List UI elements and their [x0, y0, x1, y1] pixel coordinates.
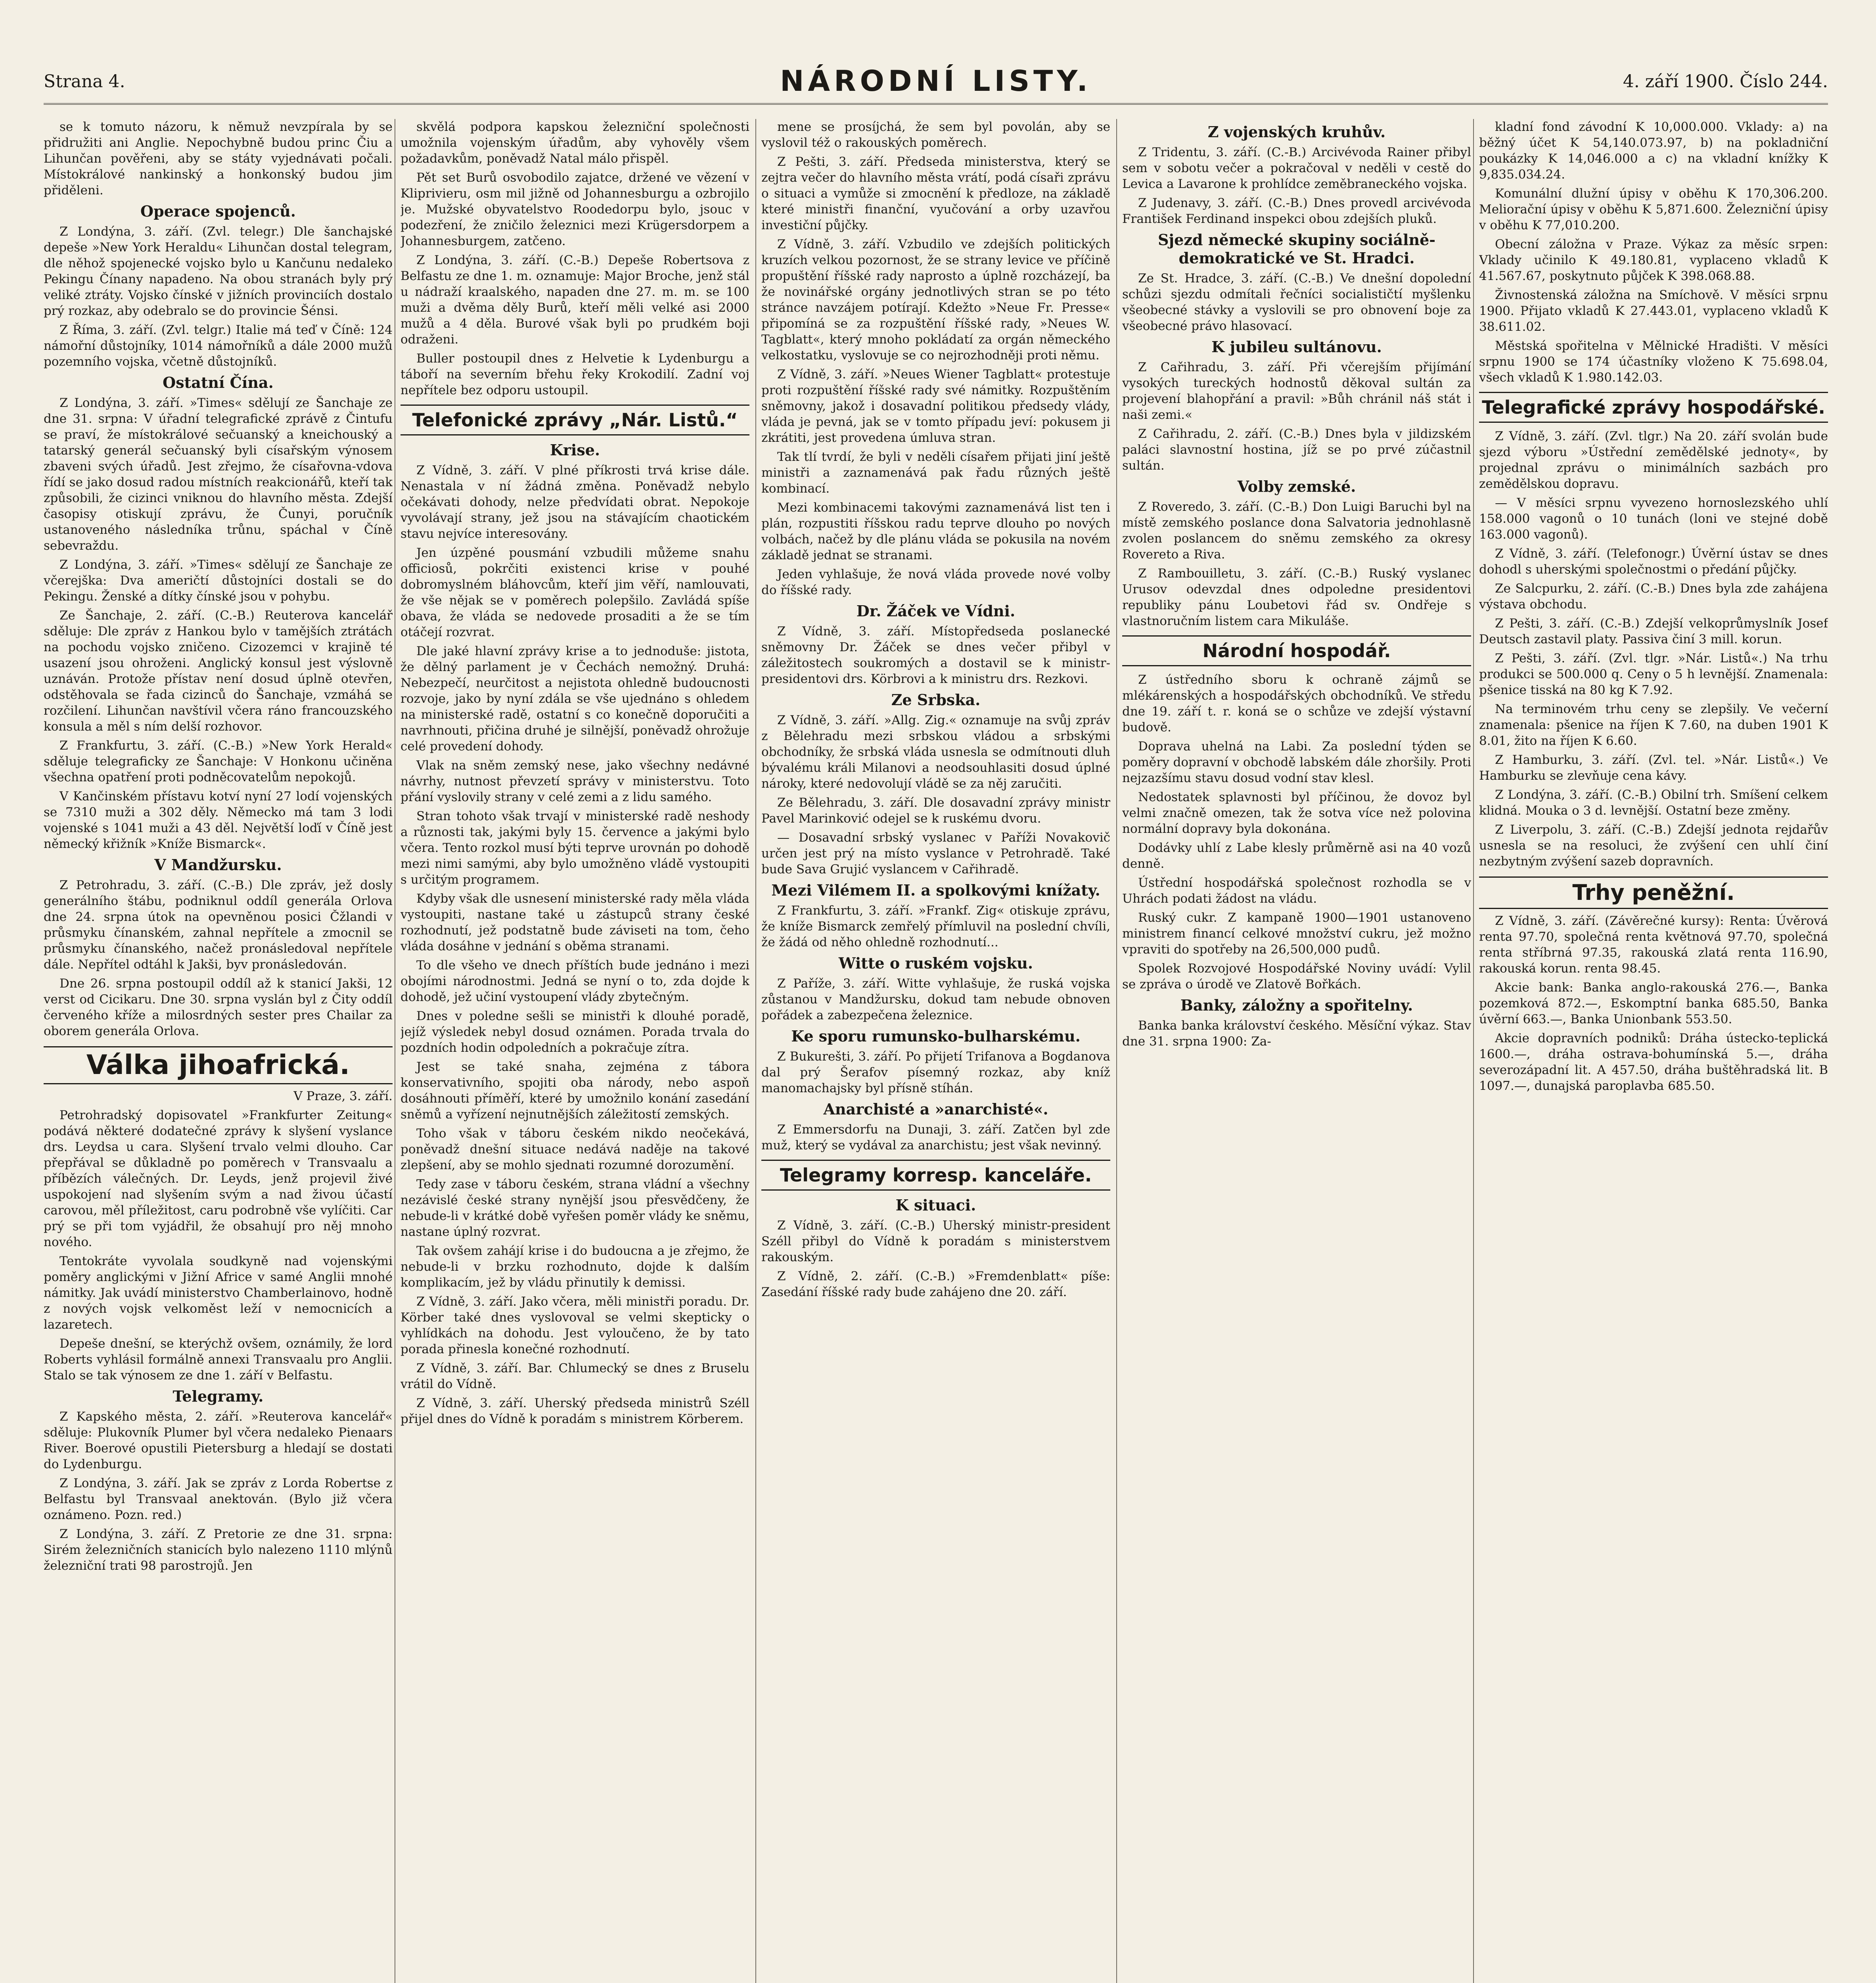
paragraph: Dnes v poledne sešli se ministři k dlouhé poradě, jejíž výsledek nebyl dosud oznámen. Porada trvala do pozdních hodin odpoledních a pokračuje zítra.: [400, 1009, 749, 1055]
column-divider: [755, 119, 756, 1983]
paragraph: Z Pešti, 3. září. Předseda ministerstva, který se zejtra večer do hlavního města vrátí, podá císaři zprávu o situaci a vymůže si zmocnění k předloze, na základě které ministři finanční, vyučování a orby uzavřou investiční půjčky.: [761, 155, 1110, 232]
paragraph: To dle všeho ve dnech příštích bude jednáno i mezi obojími národnostmi. Jedná se nyní o to, zda dojde k dohodě, jež učiní vystoupení vlády zbytečným.: [400, 958, 749, 1004]
paragraph: Mezi kombinacemi takovými zaznamenává list ten i plán, rozpustiti říšskou radu teprve dlouho po nových volbách, načež by dle plánu vláda se pokusila na novém základě jednat se stranami.: [761, 501, 1110, 562]
paragraph: Dodávky uhlí z Labe klesly průměrně asi na 40 vozů denně.: [1122, 841, 1471, 871]
column-5: [1479, 119, 1828, 1983]
issue-date: 4. září 1900. Číslo 244.: [1623, 71, 1828, 92]
section-heading: Banky, záložny a spořitelny.: [1180, 996, 1413, 1014]
paragraph: Jest se také snaha, zejména z tábora konservativního, spojiti oba národy, nebo aspoň dosáhnouti příměří, které by umožnilo konání zasedání sněmů a vyřízení nejnutnějších záležitostí zemských.: [400, 1060, 749, 1122]
paragraph: Depeše dnešní, se kterýchž ovšem, oznámily, že lord Roberts vyhlásil formálně annexi Transvaalu pro Anglii. Stalo se tak výnosem ze dne 1. září v Belfastu.: [44, 1337, 393, 1383]
paragraph: Z Pešti, 3. září. (C.-B.) Zdejší velkoprůmyslník Josef Deutsch zastavil platy. Passiva činí 3 mill. korun.: [1479, 616, 1828, 646]
section-heading: Telegramy.: [172, 1387, 264, 1405]
paragraph: — V měsíci srpnu vyvezeno hornoslezského uhlí 158.000 vagonů o 10 tunách (loni ve stejné době 163.000 vagonů).: [1479, 496, 1828, 542]
paragraph: Z Frankfurtu, 3. září. »Frankf. Zig« otiskuje zprávu, že kníže Bismarck zemřelý přímluvil na poslední chvíli, že žádá od něho ohledně rozhodnutí...: [761, 903, 1110, 949]
paragraph: Z Vídně, 2. září. (C.-B.) »Fremdenblatt« píše: Zasedání říšské rady bude zahájeno dne 20. září.: [761, 1269, 1110, 1299]
paragraph: Z Roveredo, 3. září. (C.-B.) Don Luigi Baruchi byl na místě zemského poslance dona Salvatoria jednohlasně zvolen poslancem do sněmu zemského za okresy Rovereto a Riva.: [1122, 500, 1471, 562]
section-heading: Dr. Žáček ve Vídni.: [856, 602, 1016, 620]
paragraph: Městská spořitelna v Mělnické Hradišti. V měsíci srpnu 1900 se 174 účastníky vloženo K 75.698.04, všech vkladů K 1.980.142.03.: [1479, 339, 1828, 385]
section-heading: K situaci.: [895, 1196, 976, 1214]
paragraph: Ze Bělehradu, 3. září. Dle dosavadní zprávy ministr Pavel Marinković odejel se k ruskému dvoru.: [761, 796, 1110, 826]
section-banner: Telegramy korresp. kanceláře.: [761, 1160, 1110, 1191]
paragraph: Na terminovém trhu ceny se zlepšily. Ve večerní znamenala: pšenice na říjen K 7.60, na duben 1901 K 8.01, žito na říjen K 6.60.: [1479, 702, 1828, 748]
paragraph: Ruský cukr. Z kampaně 1900—1901 ustanoveno ministrem financí celkové množství cukru, jež možno vpraviti do spotřeby na 26,500,000 pudů.: [1122, 911, 1471, 957]
paragraph: Z Londýna, 3. září. Z Pretorie ze dne 31. srpna: Sirém železničních stanicích bylo nalezeno 1110 mlýnů železniční trati 98 parostrojů. Jen: [44, 1527, 393, 1573]
paragraph: Z Londýna, 3. září. »Times« sdělují ze Šanchaje ze dne 31. srpna: V úřadní telegrafické zprávě z Čintufu se praví, že místokrálové sečuanský a kneichouský a tatarský generál sečuanský byli císařským výnosem zbaveni svých úřadů. Jest zřejmo, že císařovna-vdova řídí se jako dosud radou místních reakcionářů, kteří tak způsobili, že cizinci vniknou do hlavního města. Zdejší časopisy otiskují zprávu, že Čunyi, poručník ustanoveného následníka trůnu, spáchal v Číně sebevraždu.: [44, 396, 393, 553]
section-heading: K jubileu sultánovu.: [1211, 338, 1382, 356]
paragraph: Ze Salcpurku, 2. září. (C.-B.) Dnes byla zde zahájena výstava obchodu.: [1479, 581, 1828, 612]
paragraph: Vlak na sněm zemský nese, jako všechny nedávné návrhy, nutnost převzetí správy v ministerstvu. Toto přání vyslovily strany v celé zemi a z lidu samého.: [400, 758, 749, 804]
paragraph: Z Londýna, 3. září. Jak se zpráv z Lorda Robertse z Belfastu byl Transvaal anektován. (Bylo již včera oznámeno. Pozn. red.): [44, 1476, 393, 1522]
paragraph: Z ústředního sboru k ochraně zájmů se mlékárenských a hospodářských obchodníků. Ve středu dne 19. září t. r. koná se o schůze ve zdejší výstavní budově.: [1122, 673, 1471, 735]
section-heading: Witte o ruském vojsku.: [838, 954, 1033, 972]
paragraph: Z Londýna, 3. září. »Times« sdělují ze Šanchaje ze včerejška: Dva američtí důstojníci dostali se do Pekingu. Ženské a dítky čínské jsou v pohybu.: [44, 558, 393, 604]
paragraph: Z Paříže, 3. září. Witte vyhlašuje, že ruská vojska zůstanou v Mandžursku, dokud tam nebude obnoven pořádek a zabezpečena železnice.: [761, 976, 1110, 1022]
section-heading: Operace spojenců.: [140, 202, 296, 220]
paragraph: Z Říma, 3. září. (Zvl. telgr.) Italie má teď v Číně: 124 námořní důstojníky, 1014 námořníků a dále 2000 mužů pozemního vojska, včetně důstojníků.: [44, 323, 393, 369]
paragraph: Petrohradský dopisovatel »Frankfurter Zeitung« podává některé dodatečné zprávy k slyšení vyslance drs. Leydsa u cara. Slyšení trvalo velmi dlouho. Car přepřával se důkladně po poměrech v Transvaalu a příbězích válečných. Dr. Leyds, jenž projevil živé uspokojení nad slyšením svým a nad živou účastí carovou, měl příležitost, caru podrobně vše vylíčiti. Car prý se při tom vyjádřil, že obsahují pro něj mnoho nového.: [44, 1108, 393, 1249]
section-heading: V Mandžursku.: [154, 856, 282, 874]
page-number: Strana 4.: [44, 71, 125, 92]
masthead-title: NÁRODNÍ LISTY.: [780, 64, 1092, 98]
section-heading: Trhy peněžní.: [1479, 876, 1828, 909]
paragraph: Z Vídně, 3. září. (Závěrečné kursy): Renta: Úvěrová renta 97.70, společná renta květnová 97.70, společná renta stříbrná 97.35, rakouská zlatá renta 116.90, rakouská korun. renta 98.45.: [1479, 914, 1828, 976]
section-banner: Telegrafické zprávy hospodářské.: [1479, 392, 1828, 423]
section-banner: Telefonické zprávy „Nár. Listů.“: [400, 405, 749, 435]
paragraph: Komunální dlužní úpisy v oběhu K 170,306.200. Meliorační úpisy v oběhu K 5,871.600. Železniční úpisy v oběhu K 77,010.200.: [1479, 186, 1828, 232]
paragraph: Z Vídně, 3. září. »Neues Wiener Tagblatt« protestuje proti rozpuštění říšské rady své námitky. Rozpuštěním sněmovny, jakož i dosavadní politikou předsedy vlády, vláda je pevná, jak se v tomto případu jeví: pokusem ji zkrátiti, jest provedena úmluva stran.: [761, 367, 1110, 445]
paragraph: Ústřední hospodářská společnost rozhodla se v Uhrách podati žádost na vládu.: [1122, 876, 1471, 906]
paragraph: Tak ovšem zahájí krise i do budoucna a je zřejmo, že nebude-li v brzku rozhodnuto, dojde k dalším komplikacím, jež by vládu přinutily k demissi.: [400, 1244, 749, 1290]
paragraph: Doprava uhelná na Labi. Za poslední týden se poměry dopravní v obchodě labském dále zhoršily. Proti nejzazšímu stavu dosud vodní stav klesl.: [1122, 739, 1471, 785]
paragraph: Z Bukurešti, 3. září. Po přijetí Trifanova a Bogdanova dal prý Šerafov písemný rozkaz, aby kníž manomachajsky byl přísně stíhán.: [761, 1049, 1110, 1095]
paragraph: Z Vídně, 3. září. (Zvl. tlgr.) Na 20. září svolán bude sjezd výboru »Ústřední zemědělské jednoty«, by projednal zprávu o minimálních sazbách pro zemědělskou dopravu.: [1479, 429, 1828, 491]
paragraph: Banka banka království českého. Měsíční výkaz. Stav dne 31. srpna 1900: Za-: [1122, 1018, 1471, 1049]
paragraph: Tedy zase v táboru českém, strana vládní a všechny nezávislé české strany nynější jsou přesvědčeny, že nebude-li v krátké době vyřešen poměr vlády ke sněmu, nastane úplný rozvrat.: [400, 1177, 749, 1239]
paragraph: Kdyby však dle usnesení ministerské rady měla vláda vystoupiti, nastane také u zástupců strany české rozhodnutí, jež podstatně bude záviseti na tom, čeho vláda dosáhne v jednání s oběma stranami.: [400, 892, 749, 953]
paragraph: Z Vídně, 3. září. (C.-B.) Uherský ministr-president Széll přibyl do Vídně k poradám s ministerstvem rakouským.: [761, 1218, 1110, 1264]
column-2: [400, 119, 749, 1983]
paragraph: Z Vídně, 3. září. V plné příkrosti trvá krise dále. Nenastala v ní žádná změna. Poněvadž nebylo očekávati dohody, nelze předvídati obrat. Nepokoje vyvolávají strany, jež jsou na stávajícím chaotickém stavu nejvíce interesovány.: [400, 463, 749, 541]
paragraph: Z Cařihradu, 2. září. (C.-B.) Dnes byla v jildizském paláci slavnostní hostina, jíž se po prvé zúčastnil sultán.: [1122, 427, 1471, 473]
paragraph: V Kančinském přístavu kotví nyní 27 lodí vojenských se 7310 muži a 302 děly. Německo má tam 3 lodi vojenské s 1041 muži a 43 děl. Největší loďí v Číně jest německý křižník »Kníže Bismarck«.: [44, 789, 393, 851]
column-1: [44, 119, 393, 1983]
paragraph: Z Judenavy, 3. září. (C.-B.) Dnes provedl arcivévoda František Ferdinand inspekci obou zdejších pluků.: [1122, 196, 1471, 226]
paragraph: Jen úzpěné pousmání vzbudili můžeme snahu officiosů, pokrčiti existenci krise v pouhé dobromyslném bláhovcům, kteří jim věří, namlouvati, že vše nějak se v poměrech polepšilo. Zavládá spíše obava, že vláda se nedovede prosaditi a že se tím otáčejí rozvrat.: [400, 546, 749, 639]
paragraph: Z Londýna, 3. září. (Zvl. telegr.) Dle šanchajské depeše »New York Heraldu« Lihunčan dostal telegram, dle něhož spojenecké vojsko bylo u Kančunu nedaleko Pekingu Čínany napadeno. Na obou stranách byly prý veliké ztráty. Vojsko čínské v jižních provinciích dostalo prý rozkaz, aby odebralo se do provincie Šénsi.: [44, 224, 393, 318]
paragraph: Z Tridentu, 3. září. (C.-B.) Arcivévoda Rainer přibyl sem v sobotu večer a pokračoval v neděli v cestě do Levica a Lavarone k prohlídce zeměbraneckého vojska.: [1122, 145, 1471, 191]
paragraph: Živnostenská záložna na Smíchově. V měsíci srpnu 1900. Přijato vkladů K 27.443.01, vyplaceno vkladů K 38.611.02.: [1479, 288, 1828, 334]
paragraph: Z Frankfurtu, 3. září. (C.-B.) »New York Herald« sděluje telegraficky ze Šanchaje: V Honkonu učiněna všechna opatření proti podněcovatelům nepokojů.: [44, 738, 393, 784]
paragraph: Obecní záložna v Praze. Výkaz za měsíc srpen: Vklady učinilo K 49.180.81, vyplaceno vkladů K 41.567.67, poskytnuto půjček K 398.068.88.: [1479, 237, 1828, 283]
paragraph: Z Vídně, 3. září. Jako včera, měli ministři poradu. Dr. Körber také dnes vyslovoval se velmi skepticky o vyhlídkách na dohodu. Jest vyloučeno, že by tato porada přinesla konečné rozhodnutí.: [400, 1295, 749, 1356]
paragraph: se k tomuto názoru, k němuž nevzpírala by se přidružiti ani Anglie. Nepochybně budou princ Čiu a Lihunčan pověřeni, aby se státy vyjednávati počali. Místokrálové nankinský a honkonský budou jim přiděleni.: [44, 120, 393, 198]
paragraph: Z Londýna, 3. září. (C.-B.) Depeše Robertsova z Belfastu ze dne 1. m. oznamuje: Major Broche, jenž stál u nádraží kraalského, napaden dne 27. m. m. se 100 muži a dvěma děly Burů, kteří měli velké asi 2000 mužů a 4 děla. Burové však byli po prudkém boji odraženi.: [400, 253, 749, 347]
paragraph: Z Vídně, 3. září. (Telefonogr.) Úvěrní ústav se dnes dohodl s uherskými společnostmi o předání půjčky.: [1479, 547, 1828, 577]
paragraph: Z Vídně, 3. září. Uherský předseda ministrů Széll přijel dnes do Vídně k poradám s ministrem Körberem.: [400, 1396, 749, 1426]
paragraph: Z Vídně, 3. září. Místopředseda poslanecké sněmovny Dr. Žáček se dnes večer přibyl v záležitostech soukromých a dostavil se k ministr-presidentovi drs. Körbrovi a k ministru drs. Rezkovi.: [761, 624, 1110, 686]
section-heading: Mezi Vilémem II. a spolkovými knížaty.: [771, 881, 1100, 899]
paragraph: Nedostatek splavnosti byl příčinou, že dovoz byl velmi značně omezen, tak že sotva více než polovina normální dopravy byla dokonána.: [1122, 790, 1471, 836]
paragraph: Ze Šanchaje, 2. září. (C.-B.) Reuterova kancelář sděluje: Dle zpráv z Hankou bylo v tamějších ztrátách na pochodu vojsko zničeno. Cizozemci v krajině té usazení jsou ohroženi. Anglický konsul jest výslovně uznáván. Protože přístav není dosud úplně otevřen, odstěhovala se řada cizinců do Šanchaje, vzmáhá se rozčilení. Lihunčan navštívil včera ráno francouzského konsula a měl s ním delší rozhovor.: [44, 608, 393, 734]
paragraph: mene se prosíjchá, že sem byl povolán, aby se vyslovil též o rakouských poměrech.: [761, 120, 1110, 150]
paragraph: Toho však v táboru českém nikdo neočekává, poněvadž dnešní situace nedává naděje na takové zlepšení, aby se mohlo sjednati rozumné dorozumění.: [400, 1126, 749, 1172]
column-divider: [1473, 119, 1474, 1983]
paragraph: Tentokráte vyvolala soudkyně nad vojenskými poměry anglickými v Jižní Africe v samé Anglii mnohé námitky. Jak uvádí ministerstvo Chamberlainovo, hodně z nových vojsk velkoměst leží v nemocnicích a lazaretech.: [44, 1254, 393, 1332]
paragraph: Z Emmersdorfu na Dunaji, 3. září. Zatčen byl zde muž, který se vydával za anarchistu; jest však nevinný.: [761, 1122, 1110, 1153]
section-heading: Ze Srbska.: [891, 691, 981, 709]
paragraph: Dle jaké hlavní zprávy krise a to jednoduše: jistota, že dělný parlament je v Čechách nemožný. Druhá: Nebezpečí, neurčitost a nejistota ohledně budoucnosti rozvoje, jako by nyní zdála se vše ujednáno s ohledem na ministerské radě, ostatní s co konečně doporučiti a navrhnouti, přičina druhé je silnější, poněvadž ohrožuje celé provedení dohody.: [400, 644, 749, 754]
paragraph: Z Vídně, 3. září. »Allg. Zig.« oznamuje na svůj zpráv z Bělehradu mezi srbskou vládou a srbskými obchodníky, že srbská vláda usnesla se odmítnouti dluh bývalému králi Milanovi a neodsouhlasiti dosud úplné nároky, které nedovolují vládě se za něj zaručiti.: [761, 713, 1110, 791]
section-heading: Volby zemské.: [1237, 478, 1356, 495]
paragraph: Spolek Rozvojové Hospodářské Noviny uvádí: Vylil se zpráva o úrodě ve Zlatově Bořkách.: [1122, 961, 1471, 992]
paragraph: Akcie dopravních podniků: Dráha ústecko-teplická 1600.—, dráha ostrava-bohumínská 5.—, dráha severozápadní lit. A 457.50, dráha buštěhradská lit. B 1097.—, dunajská paroplavba 685.50.: [1479, 1031, 1828, 1093]
paragraph: Z Petrohradu, 3. září. (C.-B.) Dle zpráv, jež dosly generálního štábu, podniknul oddíl generála Orlova dne 24. srpna útok na opevněnou posici Čžlandi v průsmyku čínanském, zahnal nepřítele a zmocnil se průsmyku čínanského, načež pronásledoval nepřítele dále. Nepřítel odtáhl k Jakši, byv pronásledován.: [44, 878, 393, 972]
paragraph: Z Rambouilletu, 3. září. (C.-B.) Ruský vyslanec Urusov odevzdal dnes odpoledne presidentovi republiky pánu Loubetovi řád sv. Ondřeje s vlastnoručním listem cara Mikuláše.: [1122, 566, 1471, 628]
paragraph: Akcie bank: Banka anglo-rakouská 276.—, Banka pozemková 872.—, Eskomptní banka 685.50, Banka úvěrní 663.—, Banka Unionbank 553.50.: [1479, 980, 1828, 1026]
paragraph: Buller postoupil dnes z Helvetie k Lydenburgu a táboří na severním břehu řeky Krokodilí. Zadní voj nepřítele bez odporu ustoupil.: [400, 351, 749, 397]
section-heading: Sjezd německé skupiny sociálně-demokratické ve St. Hradci.: [1157, 231, 1436, 267]
section-heading: Z vojenských kruhův.: [1207, 123, 1386, 141]
article-title: Válka jihoafrická.: [44, 1046, 393, 1084]
column-divider: [1116, 119, 1117, 1983]
column-3: [761, 119, 1110, 1983]
paragraph: Z Vídně, 3. září. Bar. Chlumecký se dnes z Bruselu vrátil do Vídně.: [400, 1361, 749, 1391]
paragraph: Z Cařihradu, 3. září. Při včerejším přijímání vysokých tureckých hodnostů děkoval sultán za projevení blahopřání a pravil: »Bůh chránil náš stát i naši zemi.«: [1122, 360, 1471, 422]
paragraph: Z Pešti, 3. září. (Zvl. tlgr. »Nár. Listů«.) Na trhu produkci se 500.000 q. Ceny o 5 h levnější. Znamenala: pšenice tisská na 80 kg K 7.92.: [1479, 651, 1828, 697]
page-header: [44, 59, 1828, 105]
paragraph: Z Londýna, 3. září. (C.-B.) Obilní trh. Smíšení celkem klidná. Mouka o 3 d. levnější. Ostatní beze změny.: [1479, 788, 1828, 818]
paragraph: kladní fond závodní K 10,000.000. Vklady: a) na běžný účet K 54,140.073.97, b) na pokladniční poukázky K 14,046.000 a c) na vkladní knížky K 9,835.034.24.: [1479, 120, 1828, 182]
paragraph: Z Hamburku, 3. září. (Zvl. tel. »Nár. Listů«.) Ve Hamburku se zlevňuje cena kávy.: [1479, 753, 1828, 783]
paragraph: — Dosavadní srbský vyslanec v Paříži Novakovič určen jest prý na místo vyslance v Petrohradě. Také bude Sava Grujić vyslancem v Cařihradě.: [761, 830, 1110, 876]
paragraph: Dne 26. srpna postoupil oddíl až k stanicí Jakši, 12 verst od Cicikaru. Dne 30. srpna vyslán byl z Čity oddíl červeného kříže a milosrdných sester pres Chailar za oborem generála Orlova.: [44, 976, 393, 1038]
paragraph: Ze St. Hradce, 3. září. (C.-B.) Ve dnešní dopolední schůzi sjezdu odmítali řečníci socialističtí myšlenku všeobecné stávky a vyslovili se pro obnovení boje za všeobecné právo hlasovací.: [1122, 271, 1471, 333]
section-heading: Ke sporu rumunsko-bulharskému.: [791, 1027, 1081, 1045]
dateline: V Praze, 3. září.: [293, 1089, 393, 1103]
paragraph: Tak tlí tvrdí, že byli v neděli císařem přijati jiní ještě ministři a zaznamenává pak řadu různých ještě kombinací.: [761, 450, 1110, 496]
paragraph: Jeden vyhlašuje, že nová vláda provede nové volby do říšské rady.: [761, 567, 1110, 597]
paragraph: Z Liverpolu, 3. září. (C.-B.) Zdejší jednota rejdařův usnesla se na resoluci, že zvýšení cen uhlí činí nezbytným zvýšení sazeb dopravních.: [1479, 823, 1828, 869]
paragraph: Z Vídně, 3. září. Vzbudilo ve zdejších politických kruzích velkou pozornost, že se strany levice ve příčině propuštění říšské rady naprosto a úplně rozcházejí, ba že novinářské orgány jednotlivých stran se po této stránce navzájem potírají. Kdežto »Neue Fr. Presse« připomíná se za rozpuštění říšské rady, »Neues W. Tagblatt«, který mnoho pokládatí za orgán německého velkostatku, vyslovuje se co nejrozhodněji proti němu.: [761, 237, 1110, 362]
section-heading: Anarchisté a »anarchisté«.: [823, 1100, 1048, 1118]
paragraph: Z Kapského města, 2. září. »Reuterova kancelář« sděluje: Plukovník Plumer byl včera nedaleko Pienaars River. Boerové opustili Pietersburg a hledají se dostati do Lydenburgu.: [44, 1410, 393, 1471]
column-4: [1122, 119, 1471, 1983]
paragraph: skvělá podpora kapskou železniční společnosti umožnila vojenským úřadům, aby vyhověly všem požadavkům, poněvadž Natal málo přispěl.: [400, 120, 749, 166]
paragraph: Pět set Burů osvobodilo zajatce, držené ve vězení v Kliprivieru, osm mil jižně od Johannesburgu a ozbrojilo je. Mužské obyvatelstvo Roodedorpu bylo, jsouc v podezření, že zničilo železnici mezi Krügersdorpem a Johannesburgem, zatčeno.: [400, 171, 749, 248]
section-heading: Ostatní Čína.: [163, 374, 274, 391]
paragraph: Stran tohoto však trvají v ministerské radě neshody a různosti tak, jakými byly 15. července a jakými bylo včera. Tento rozkol musí býti teprve urovnán po dohodě mezi nimi samými, aby bylo umožněno vládě vystoupiti s určitým programem.: [400, 809, 749, 887]
section-banner: Národní hospodář.: [1122, 635, 1471, 666]
section-heading: Krise.: [550, 441, 600, 459]
